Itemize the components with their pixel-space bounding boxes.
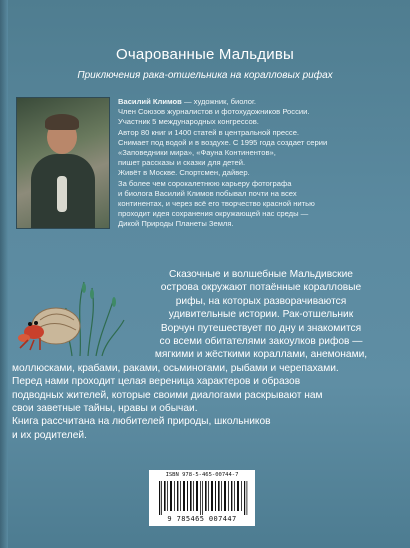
description-line: Сказочные и волшебные Мальдивские	[169, 269, 353, 280]
description-line: Ворчун путешествует по дну и знакомится	[160, 322, 362, 334]
bio-line: пишет рассказы и сказки для детей.	[118, 158, 246, 168]
bio-line: За более чем сорокалетнюю карьеру фотографа	[118, 178, 292, 188]
bio-line: и биолога Василий Климов побывал почти на всех	[118, 188, 297, 198]
description-line: подводных жителей, которые своими диалогами раскрывают нам	[12, 389, 323, 401]
book-description	[12, 268, 404, 442]
bio-line: проходит идея сохранения окружающей нас среды —	[118, 209, 309, 219]
isbn-label: ISBN 978-5-465-00744-7	[165, 472, 239, 478]
isbn-barcode	[149, 470, 255, 526]
bio-line: Участник 5 международных конгрессов.	[118, 117, 259, 127]
description-line: Перед нами проходит целая вереница характеров и образов	[12, 376, 301, 388]
bio-line: Живёт в Москве. Спортсмен, дайвер.	[118, 168, 250, 178]
book-title: Очарованные Мальдивы	[116, 46, 294, 63]
description-line: и их родителей.	[12, 429, 87, 441]
author-photo-bottle	[57, 176, 67, 212]
author-name: Василий Климов	[118, 97, 182, 106]
barcode-bars	[157, 481, 249, 515]
bio-line: континентах, и через всё его творчество красной нитью	[118, 199, 315, 209]
hermit-crab-illustration	[10, 268, 128, 358]
bio-line: Снимает под водой и в воздухе. С 1995 года создает серии	[118, 137, 328, 147]
bio-line: Василий Климов — художник, биолог.	[118, 97, 256, 106]
description-line: удивительные истории. Рак-отшельник	[168, 309, 354, 321]
bio-line: Автор 80 книг и 1400 статей в центральной прессе.	[118, 127, 300, 137]
author-bio	[118, 97, 398, 230]
description-line: рифы, на которых разворачиваются	[175, 295, 347, 307]
book-subtitle: Приключения рака-отшельника на коралловых рифах	[77, 70, 333, 81]
description-line: острова окружают потаённые коралловые	[160, 282, 362, 294]
isbn-digits: 9 785465 007447	[167, 515, 237, 523]
author-photo-hair	[45, 114, 79, 130]
description-line: мягкими и жёсткими кораллами, анемонами,	[154, 349, 368, 361]
author-photo	[16, 97, 110, 229]
bio-line: Дикой Природы Планеты Земля.	[118, 219, 234, 229]
bio-line: Член Союзов журналистов и фотохудожников России.	[118, 107, 310, 117]
description-line: со всеми обитателями закоулков рифов —	[159, 336, 363, 348]
description-line: свои заветные тайны, нравы и обычаи.	[12, 403, 198, 415]
spine-edge	[0, 0, 8, 548]
description-line: моллюсками, крабами, раками, осьминогами, рыбами и черепахами.	[12, 362, 339, 374]
bio-line: «Заповедники мира», «Фауна Континентов»,	[118, 148, 276, 158]
description-line: Книга рассчитана на любителей природы, школьников	[12, 416, 271, 428]
